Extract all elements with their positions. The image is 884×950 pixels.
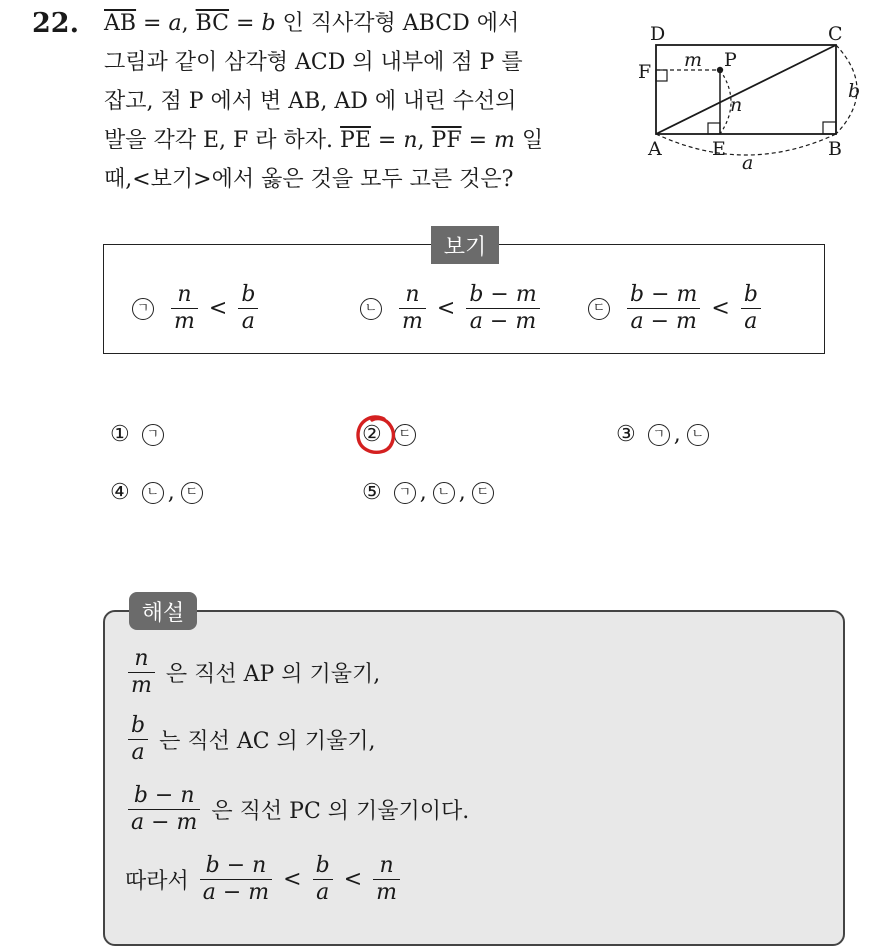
bogi-item-1	[132, 282, 261, 335]
label-d: D	[650, 23, 666, 45]
label-b-vertex: B	[828, 138, 842, 160]
equals-sign: =	[370, 128, 404, 153]
choice-4[interactable]	[110, 480, 207, 505]
less-than: <	[208, 296, 228, 321]
question-line-3: 잡고, 점 P 에서 변 AB, AD 에 내린 수선의	[104, 89, 517, 114]
answer-circle-mark	[354, 413, 398, 457]
question-number: 22.	[32, 8, 79, 39]
mark-circle: ㄴ	[433, 482, 455, 504]
line4-post: 일	[514, 128, 544, 153]
equals-sign: =	[229, 11, 262, 36]
fraction: $\frac{b}{a}$	[128, 713, 148, 766]
rectangle-figure	[630, 18, 870, 178]
solution-text: 은 직선 AP 의 기울기,	[165, 662, 381, 687]
segment-bc: $\overline{BC}$	[195, 11, 230, 36]
question-line-5: 때,<보기>에서 옳은 것을 모두 고른 것은?	[104, 167, 514, 192]
segment-ab: $\overline{AB}$	[104, 11, 137, 36]
choice-number: ④	[110, 480, 130, 505]
less-than: <	[711, 296, 730, 321]
mark-circle: ㄱ	[648, 424, 670, 446]
question-line-2: 그림과 같이 삼각형 ACD 의 내부에 점 P 를	[104, 50, 523, 75]
choice-3[interactable]	[616, 422, 713, 447]
mark-circle: ㄴ	[360, 298, 382, 320]
mark-circle: ㄷ	[394, 424, 416, 446]
mark-circle: ㄱ	[394, 482, 416, 504]
var-n: n	[403, 128, 418, 153]
less-than: <	[283, 867, 302, 892]
mark-circle: ㄴ	[142, 482, 164, 504]
solution-text: 은 직선 PC 의 기울기이다.	[211, 799, 470, 824]
bogi-item-2	[360, 282, 543, 335]
right-angle-f	[656, 70, 667, 81]
fraction: $\frac{n}{m}$	[373, 853, 400, 906]
segment-pe: $\overline{PE}$	[340, 128, 371, 153]
var-m: m	[494, 128, 515, 153]
separator: ,	[419, 480, 427, 505]
equals-sign: =	[136, 11, 169, 36]
mark-circle: ㄴ	[687, 424, 709, 446]
segment-pf: $\overline{PF}$	[431, 128, 462, 153]
conclusion-prefix: 따라서	[125, 869, 189, 894]
mark-circle: ㄷ	[472, 482, 494, 504]
var-a: a	[168, 11, 182, 36]
solution-text: 는 직선 AC 의 기울기,	[159, 729, 376, 754]
label-b: b	[848, 80, 861, 102]
line4-pre: 발을 각각 E, F 라 하자.	[104, 128, 341, 153]
label-n: n	[730, 94, 743, 116]
fraction: $\frac{b}{a}$	[741, 282, 761, 335]
fraction: $\frac{n}{m}$	[399, 282, 426, 335]
choice-number: ②	[362, 422, 382, 447]
fraction: $\frac{b}{a}$	[238, 282, 258, 335]
fraction: $\frac{b - m}{a - m}$	[466, 282, 539, 335]
solution-line-2	[125, 713, 376, 766]
fraction: $\frac{b - n}{a - m}$	[128, 783, 200, 836]
diagonal-ac	[656, 45, 836, 134]
mark-circle: ㄷ	[181, 482, 203, 504]
fraction: $\frac{n}{m}$	[171, 282, 198, 335]
solution-line-1	[125, 646, 380, 699]
mark-circle: ㄱ	[132, 298, 154, 320]
fraction: $\frac{n}{m}$	[128, 646, 155, 699]
solution-line-3	[125, 783, 469, 836]
solution-label: 해설	[129, 592, 197, 630]
separator: ,	[167, 480, 175, 505]
fraction: $\frac{b}{a}$	[313, 853, 333, 906]
separator: ,	[673, 422, 681, 447]
choice-5[interactable]	[362, 480, 498, 505]
solution-conclusion	[125, 853, 403, 906]
less-than: <	[343, 867, 363, 892]
question-line-4	[104, 127, 543, 155]
label-e: E	[712, 138, 726, 160]
line1-rest: 인 직사각형 ABCD 에서	[275, 11, 520, 36]
comma: ,	[181, 11, 196, 36]
bogi-label: 보기	[431, 226, 499, 264]
choice-number: ⑤	[362, 480, 382, 505]
label-c: C	[828, 23, 843, 45]
question-line-1	[104, 10, 519, 38]
choice-number: ①	[110, 422, 130, 447]
right-angle-e	[708, 123, 720, 134]
equals-sign: =	[461, 128, 495, 153]
fraction: $\frac{b - m}{a - m}$	[627, 282, 700, 335]
separator: ,	[458, 480, 466, 505]
label-m: m	[684, 49, 703, 71]
mark-circle: ㄱ	[142, 424, 164, 446]
label-f: F	[638, 61, 652, 83]
label-a-length: a	[742, 152, 754, 174]
label-p: P	[724, 49, 737, 71]
point-p-dot	[717, 67, 723, 73]
mark-circle: ㄷ	[588, 298, 610, 320]
bogi-item-3	[588, 282, 764, 335]
var-b: b	[261, 11, 276, 36]
comma: ,	[417, 128, 432, 153]
less-than: <	[436, 296, 456, 321]
fraction: $\frac{b - n}{a - m}$	[200, 853, 272, 906]
right-angle-b	[823, 122, 836, 134]
choice-number: ③	[616, 422, 636, 447]
label-a-vertex: A	[648, 138, 662, 160]
choice-1[interactable]	[110, 422, 168, 447]
